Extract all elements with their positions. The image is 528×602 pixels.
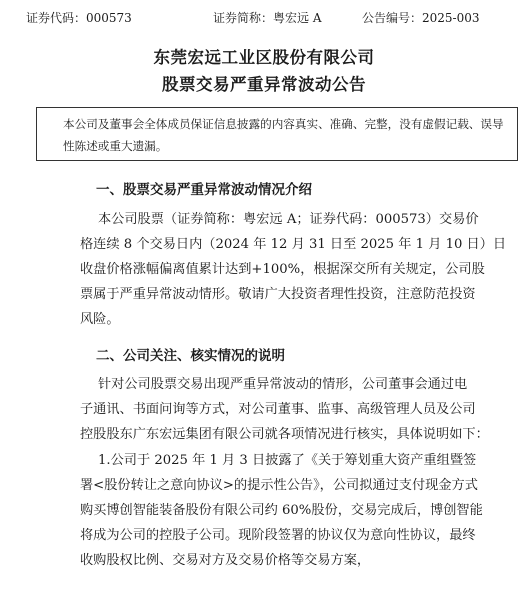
- section-2-intro-paragraph: [80, 372, 510, 447]
- paragraph-line: 票属于严重异常波动情形。敬请广大投资者理性投资，注意防范投资: [80, 287, 476, 302]
- paragraph-line: 控股股东广东宏远集团有限公司就各项情况进行核实，具体说明如下：: [80, 427, 489, 442]
- section-2-item-1-paragraph: [80, 448, 510, 573]
- paragraph-line: 购买博创智能装备股份有限公司约 60%股份，交易完成后，博创智能: [80, 503, 483, 518]
- paragraph-line: 1.公司于 2025 年 1 月 3 日披露了《关于筹划重大资产重组暨签: [98, 453, 477, 468]
- paragraph-line: 收盘价格涨幅偏离值累计达到+100%，根据深交所有关规定，公司股: [80, 262, 485, 277]
- section-2-heading: 二、公司关注、核实情况的说明: [96, 348, 285, 364]
- paragraph-line: 针对公司股票交易出现严重异常波动的情形，公司董事会通过电: [98, 377, 468, 392]
- paragraph-line: 风险。: [80, 312, 120, 327]
- security-code: 证券代码：000573: [26, 11, 132, 25]
- section-1-heading: 一、股票交易严重异常波动情况介绍: [96, 182, 312, 198]
- disclaimer-box: [36, 107, 518, 161]
- paragraph-line: 收购股权比例、交易对方及交易价格等交易方案，: [80, 553, 371, 568]
- paragraph-line: 署<股份转让之意向协议>的提示性公告》，公司拟通过支付现金方式: [80, 478, 478, 493]
- paragraph-line: 本公司股票（证券简称：粤宏远 A；证券代码：000573）交易价: [98, 212, 479, 227]
- company-title: 东莞宏远工业区股份有限公司: [153, 48, 375, 67]
- paragraph-line: 子通讯、书面问询等方式，对公司董事、监事、高级管理人员及公司: [80, 402, 476, 417]
- announcement-number: 公告编号：2025-003: [362, 11, 480, 25]
- announcement-title: 股票交易严重异常波动公告: [162, 75, 366, 94]
- disclaimer-text: 本公司及董事会全体成员保证信息披露的内容真实、准确、完整，没有虚假记载、误导性陈述或重大遗漏。: [63, 117, 504, 153]
- paragraph-line: 格连续 8 个交易日内（2024 年 12 月 31 日至 2025 年 1 月 10 日）日: [80, 237, 507, 252]
- paragraph-line: 将成为公司的控股子公司。现阶段签署的协议仅为意向性协议，最终: [80, 528, 476, 543]
- section-1-paragraph: [80, 207, 510, 332]
- security-name: 证券简称：粤宏远 A: [213, 11, 322, 25]
- announcement-header: [0, 8, 528, 28]
